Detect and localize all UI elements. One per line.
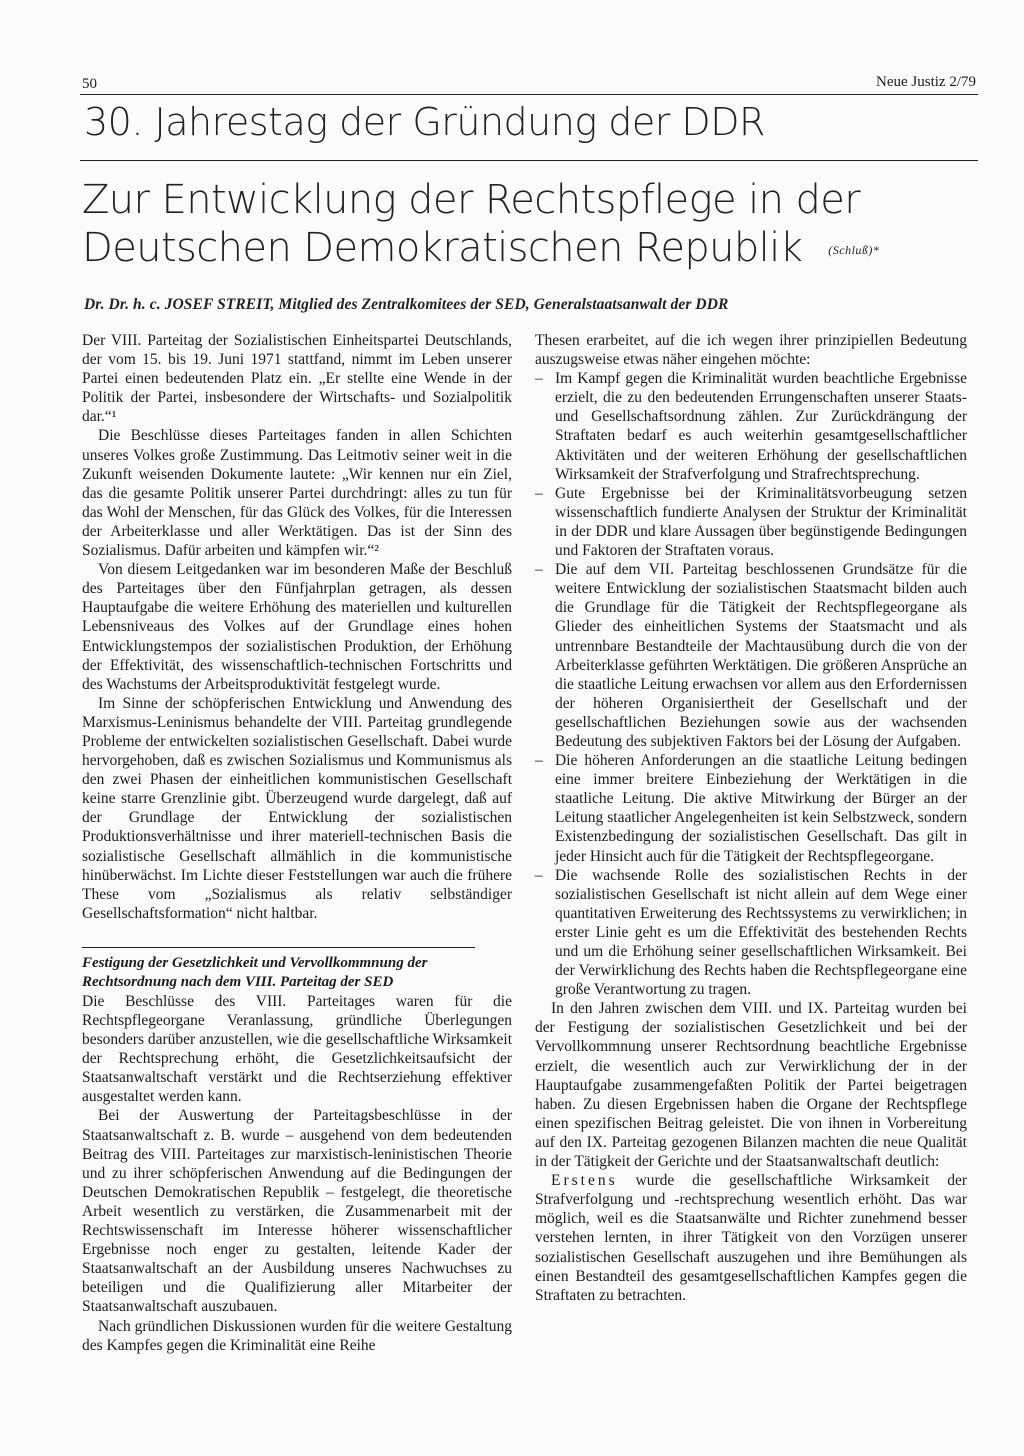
- paragraph: Thesen erarbeitet, auf die ich wegen ihrer prinzipiellen Bedeutung auszugsweise etwas näher eingehen möchte:: [535, 332, 967, 369]
- journal-issue: Neue Justiz 2/79: [876, 74, 976, 90]
- emphasis-word: Erstens: [551, 1172, 618, 1190]
- subheading-rule: [82, 947, 475, 948]
- section-subheading: Festigung der Gesetzlichkeit und Vervollkommnung der Rechtsordnung nach dem VIII. Parteitag der SED: [82, 954, 428, 990]
- title-rule: [80, 160, 978, 161]
- header-rule: [80, 94, 978, 95]
- list-item: – Im Kampf gegen die Kriminalität wurden beachtliche Ergebnisse erzielt, die zu den bedeutenden Errungenschaften unserer Staats- und Gesellschaftsordnung zählen. Zur Zurückdrängung der Straftaten bedarf es auch weiterhin gesamtgesellschaftlicher Aktivitäten und der weiteren Erhöhung der gesellschaftlichen Wirksamkeit der Strafverfolgung und Strafrechtsprechung.: [535, 369, 967, 484]
- paragraph-first: [535, 1171, 967, 1305]
- list-item: – Die auf dem VII. Parteitag beschlossenen Grundsätze für die weitere Entwicklung der sozialistischen Staatsmacht bilden auch die Grundlage für die Tätigkeit der Rechtspflegeorgane als Glieder des einheitlichen Systems der Staatsmacht und als untrennbare Bestandteile der Machtausübung durch die von der Arbeiterklasse geführten Werktätigen. Die größeren Ansprüche an die staatliche Leitung erwachsen vor allem aus den Erfordernissen der höheren Organisiertheit der Gesellschaft und der gesellschaftlichen Beziehungen sowie aus der wachsenden Bedeutung des subjektiven Faktors bei der Lösung der Aufgaben.: [535, 560, 967, 751]
- left-column: [82, 331, 512, 1355]
- paragraph: Der VIII. Parteitag der Sozialistischen Einheitspartei Deutschlands, der vom 15. bis 19. Juni 1971 stattfand, nimmt im Leben unserer Partei einen bedeutenden Platz ein. „Er stellte eine Wende in der Politik der Partei, insbesondere der Wirtschafts- und Sozialpolitik dar.“¹: [82, 332, 512, 426]
- paragraph: Die Beschlüsse dieses Parteitages fanden in allen Schichten unseres Volkes große Zustimmung. Das Leitmotiv seiner weit in die Zukunft weisenden Dokumente lautete: „Wir kennen nur ein Ziel, das die gesamte Politik unserer Partei durchdringt: alles zu tun für das Wohl der Menschen, für das Glück des Volkes, für die Interessen der Arbeiterklasse und aller Werktätigen. Das ist der Sinn des Sozialismus. Dafür arbeiten und kämpfen wir.“²: [82, 427, 512, 560]
- paragraph: Bei der Auswertung der Parteitagsbeschlüsse in der Staatsanwaltschaft z. B. wurde – ausgehend von dem bedeutenden Beitrag des VIII. Parteitages zur marxistisch-leninistischen Theorie und zu ihrer schöpferischen Anwendung auf die Bedingungen der Deutschen Demokratischen Republik – festgelegt, die theoretische Arbeit wesentlich zu verstärken, die Zusammenarbeit mit der Rechtswissenschaft im Interesse höherer wissenschaftlicher Ergebnisse noch enger zu gestalten, leitende Kader der Staatsanwaltschaft an der Ausbildung unseres Nachwuchses zu beteiligen und die Qualifizierung aller Mitarbeiter der Staatsanwaltschaft auszubauen.: [82, 1107, 512, 1316]
- paragraph: Nach gründlichen Diskussionen wurden für die weitere Gestaltung des Kampfes gegen die Kriminalität eine Reihe: [82, 1317, 512, 1354]
- anniversary-title: 30. Jahrestag der Gründung der DDR: [84, 100, 765, 144]
- theses-list: [535, 369, 967, 999]
- list-item: – Gute Ergebnisse bei der Kriminalitätsvorbeugung setzen wissenschaftlich fundierte Analysen der Struktur der Kriminalität in der DDR und klare Aussagen über begünstigende Bedingungen und Faktoren der Straftaten voraus.: [535, 484, 967, 560]
- paragraph: Von diesem Leitgedanken war im besonderen Maße der Beschluß des Parteitages über den Fünfjahrplan getragen, als dessen Hauptaufgabe die weitere Erhöhung des materiellen und kulturellen Lebensniveaus des Volkes auf der Grundlage eines hohen Entwicklungstempos der sozialistischen Produktion, der Erhöhung der Effektivität, des wissenschaftlich-technischen Fortschritts und des Wachstums der Arbeitsproduktivität festgelegt wurde.: [82, 561, 512, 693]
- right-column: [535, 331, 967, 1305]
- paragraph-text: wurde die gesellschaftliche Wirksamkeit der Strafverfolgung und -rechtsprechung wesentlich erhöht. Das war möglich, weil es die Staatsanwälte und Richter zunehmend besser verstehen lernten, in ihrer Tätigkeit von den Vorzügen unserer sozialistischen Gesellschaft auszugehen und ihre Bemühungen als einen Bestandteil des gesamtgesellschaftlichen Kampfes gegen die Straftaten zu betrachten.: [535, 1172, 967, 1304]
- author-line: Dr. Dr. h. c. JOSEF STREIT, Mitglied des Zentralkomitees der SED, Generalstaatsanwalt der DDR: [84, 296, 729, 313]
- paragraph: Im Sinne der schöpferischen Entwicklung und Anwendung des Marxismus-Leninismus behandelte der VIII. Parteitag grundlegende Probleme der entwickelten sozialistischen Gesellschaft. Dabei wurde hervorgehoben, daß es zwischen Sozialismus und Kommunismus als den zwei Phasen der einheitlichen kommunistischen Gesellschaft keine starre Grenzlinie gibt. Überzeugend wurde dargelegt, daß auf der Grundlage der Entwicklung der sozialistischen Produktionsverhältnisse und ihrer materiell-technischen Basis die sozialistische Gesellschaft allmählich in die kommunistische hinüberwächst. Im Lichte dieser Feststellungen war auch die frühere These vom „Sozialismus als relativ selbständiger Gesellschaftsformation“ nicht haltbar.: [82, 694, 512, 922]
- title-suffix: (Schluß)*: [828, 243, 880, 257]
- paragraph: In den Jahren zwischen dem VIII. und IX. Parteitag wurden bei der Festigung der sozialistischen Gesetzlichkeit und bei der Vervollkommnung unserer Rechtsordnung beachtliche Ergebnisse erzielt, die wesentlich auch zur Verwirklichung der in der Hauptaufgabe zusammengefaßten Politik der Partei beigetragen haben. Zu diesen Ergebnissen haben die Organe der Rechtspflege einen spezifischen Beitrag geleistet. Die von ihnen in Vorbereitung auf den IX. Parteitag gezogenen Bilanzen machten die neue Qualität in der Tätigkeit der Gerichte und der Staatsanwaltschaft deutlich:: [535, 1000, 967, 1171]
- page-number: 50: [82, 76, 97, 92]
- article-title-line-2: [82, 224, 982, 274]
- article-title-line-1: Zur Entwicklung der Rechtspflege in der: [82, 177, 861, 223]
- paragraph: Die Beschlüsse des VIII. Parteitages waren für die Rechtspflegeorgane Veranlassung, gründliche Überlegungen besonders darüber anzustellen, wie die gesellschaftliche Wirksamkeit der Rechtsprechung erhöht, die Gesetzlichkeitsaufsicht der Staatsanwaltschaft verstärkt und die Rechtserziehung effektiver ausgestaltet werden kann.: [82, 992, 512, 1106]
- article-title: [82, 176, 982, 274]
- article-title-line-2-text: Deutschen Demokratischen Republik: [82, 225, 803, 271]
- list-item: – Die wachsende Rolle des sozialistischen Rechts in der sozialistischen Gesellschaft ist nicht allein auf dem Wege einer quantitativen Erweiterung des Rechtssystems zu verwirklichen; in erster Linie geht es um die Effektivität des bestehenden Rechts und um die Erhöhung seiner gesellschaftlichen Wirksamkeit. Bei der Verwirklichung des Rechts haben die Rechtspflegeorgane eine große Verantwortung zu tragen.: [535, 866, 967, 1000]
- list-item: – Die höheren Anforderungen an die staatliche Leitung bedingen eine immer breitere Einbeziehung der Werktätigen in die staatliche Leitung. Die aktive Mitwirkung der Bürger an der Leitung staatlicher Angelegenheiten ist kein Selbstzweck, sondern Existenzbedingung der sozialistischen Gesellschaft. Das gilt in jeder Hinsicht auch für die Tätigkeit der Rechtspflegeorgane.: [535, 751, 967, 866]
